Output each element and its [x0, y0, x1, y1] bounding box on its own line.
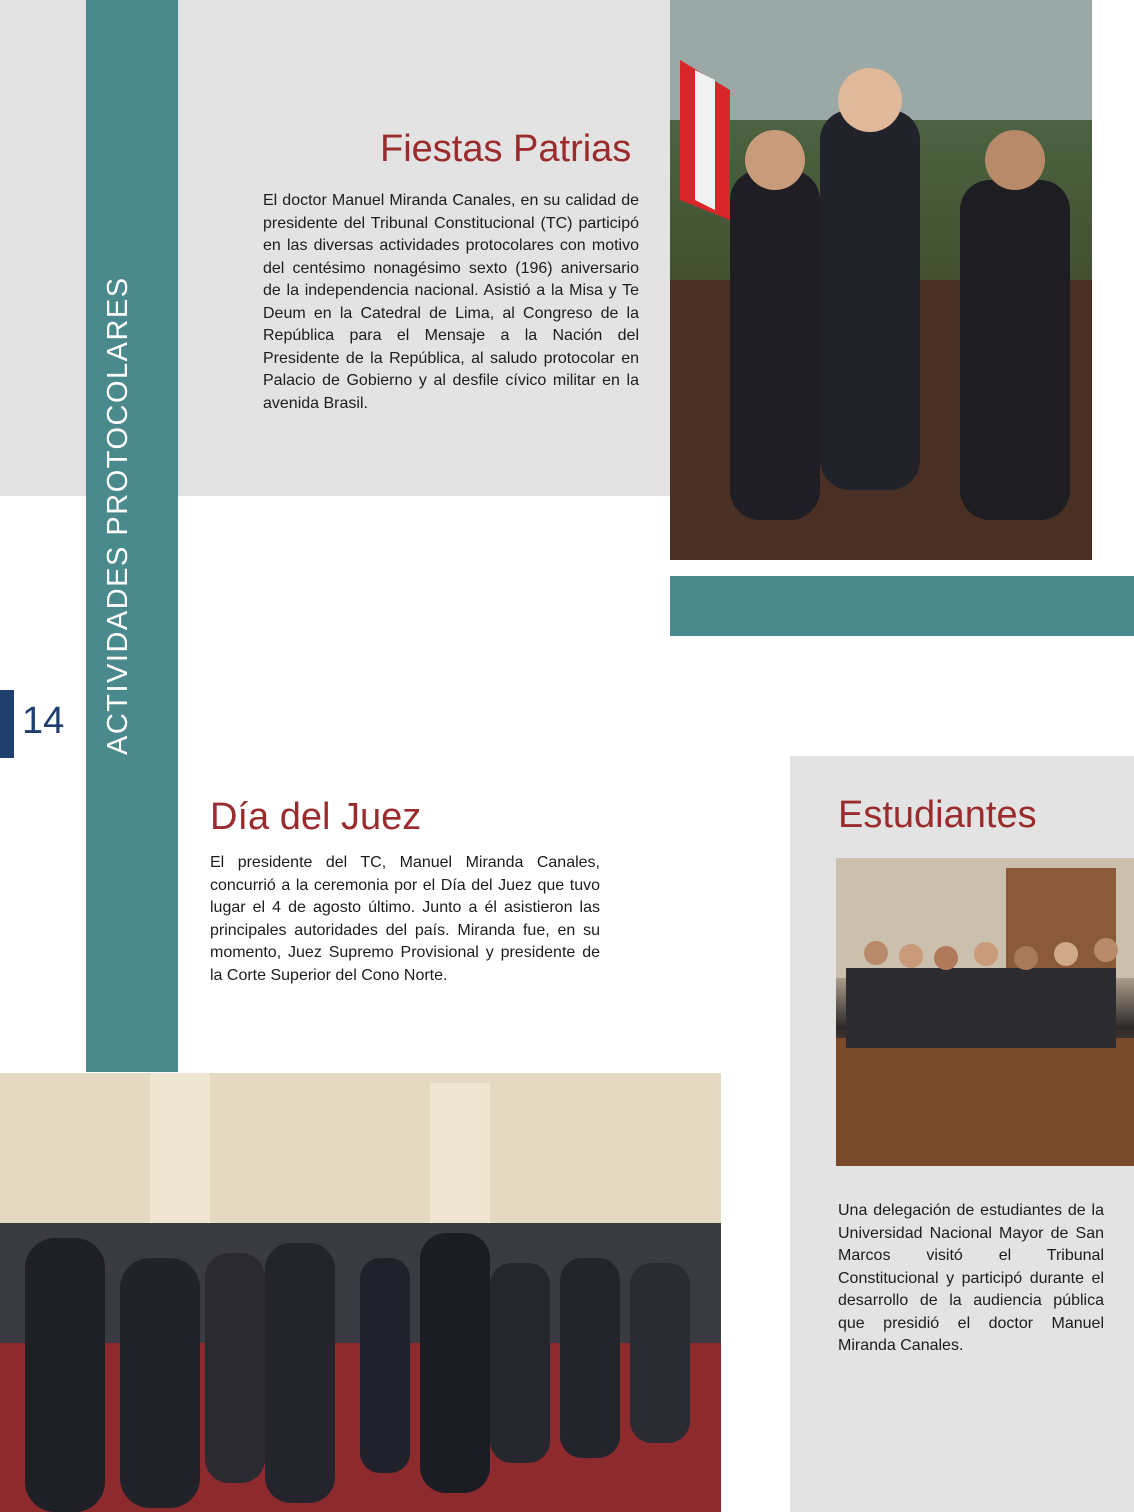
dia-del-juez-body: El presidente del TC, Manuel Miranda Canales, concurrió a la ceremonia por el Día del Juez que tuvo lugar el 4 de agosto último. Junto a él asistieron las principales autoridades del país. Miranda fue, en su momento, Juez Supremo Provisional y presidente de la Corte Superior del Cono Norte.: [210, 854, 600, 984]
page-number-accent: [0, 690, 14, 758]
photo-officials-illustration: [670, 0, 1092, 560]
photo-ceremony-illustration: [0, 1073, 721, 1512]
photo-students-illustration: [836, 858, 1134, 1166]
estudiantes-body: Una delegación de estudiantes de la Universidad Nacional Mayor de San Marcos visitó el Tribunal Constitucional y participó durante el desarrollo de la audiencia pública que presidió el doctor Manuel Miranda Canales.: [838, 1202, 1104, 1354]
photo-underline-bar: [670, 576, 1134, 636]
dia-del-juez-heading: Día del Juez: [210, 796, 422, 838]
fiestas-patrias-body: El doctor Manuel Miranda Canales, en su calidad de presidente del Tribunal Constitucional (TC) participó en las diversas actividades protocolares con motivo del centésimo nonagésimo sexto (196) aniversario de la independencia nacional. Asistió a la Misa y Te Deum en la Catedral de Lima, al Congreso de la República para el Mensaje a la Nación del Presidente de la República, al saludo protocolar en Palacio de Gobierno y al desfile cívico militar en la avenida Brasil.: [263, 192, 639, 412]
page-number: 14: [22, 700, 65, 742]
dia-del-juez-photo: [0, 1073, 721, 1512]
estudiantes-photo: [836, 858, 1134, 1166]
section-title-text: ACTIVIDADES PROTOCOLARES: [102, 276, 134, 755]
section-title-vertical: [86, 0, 178, 1072]
fiestas-patrias-heading: Fiestas Patrias: [380, 128, 632, 170]
estudiantes-heading: Estudiantes: [838, 794, 1037, 836]
fiestas-patrias-photo: [670, 0, 1092, 560]
